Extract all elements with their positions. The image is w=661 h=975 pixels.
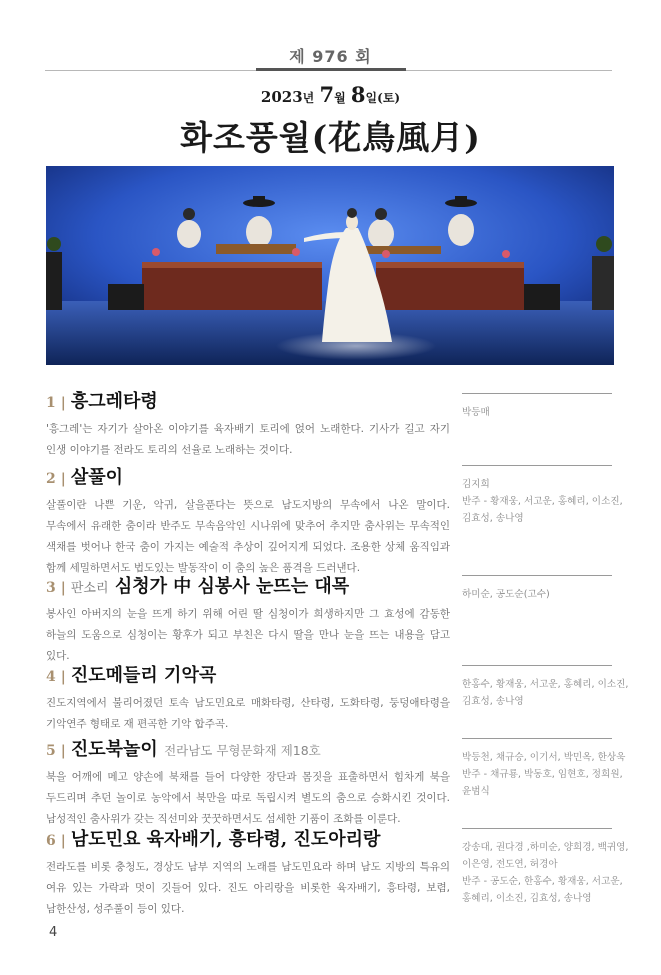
program-item-number: 5 (46, 743, 56, 759)
performer-line: 박등매 (462, 407, 490, 418)
program-item-1 (46, 387, 450, 461)
divider: | (60, 743, 66, 759)
program-item-title: 흥그레타령 (70, 391, 158, 412)
program-item-description: 봉사인 아버지의 눈을 뜨게 하기 위해 어린 딸 심청이가 희생하지만 그 효성에 감동한 하늘의 도움으로 심청이는 황후가 되고 부친은 다시 딸을 만나 눈을 뜨는 내용을 담고 있다. (46, 608, 450, 662)
performer-line: 한홍수, 황재웅, 서고운, 홍혜리, 이소진, (462, 679, 629, 690)
performers-1 (462, 393, 612, 421)
program-item-heading (46, 572, 450, 598)
page-number: 4 (49, 925, 58, 940)
divider: | (60, 471, 66, 487)
program-item-title: 진도메들리 기악곡 (70, 665, 217, 686)
program-item-number: 6 (46, 833, 56, 849)
divider: | (60, 833, 66, 849)
performers-3 (462, 575, 612, 603)
program-item-heading (46, 661, 450, 687)
stage-performance-photo (46, 166, 614, 365)
date-month: 7 (319, 82, 335, 107)
program-item-title: 살풀이 (70, 467, 124, 488)
program-item-number: 4 (46, 669, 56, 685)
program-item-2 (46, 463, 450, 579)
performers-2 (462, 465, 623, 527)
performer-line: 김효성, 송나영 (462, 513, 524, 524)
issue-number: 제 976 회 (289, 47, 372, 66)
header-rule-accent (256, 68, 406, 71)
date-month-unit: 월 (334, 91, 346, 105)
program-item-number: 1 (46, 395, 56, 411)
performers-6 (462, 828, 629, 907)
date-day-unit: 일 (365, 91, 378, 105)
divider: | (60, 580, 66, 596)
performers-4 (462, 665, 629, 710)
program-item-description: 진도지역에서 불리어졌던 토속 남도민요로 매화타령, 산타령, 도화타령, 둥덩애타령을 기악연주 형태로 재 편곡한 기악 합주곡. (46, 697, 450, 730)
program-item-designation: 전라남도 무형문화재 제18호 (164, 743, 321, 758)
program-item-title: 진도북놀이 (70, 739, 158, 760)
date-day: 8 (350, 82, 366, 107)
program-item-6 (46, 825, 450, 920)
program-item-title: 남도민요 육자배기, 흥타령, 진도아리랑 (70, 829, 381, 850)
program-item-4 (46, 661, 450, 735)
program-title: 화조풍월(花鳥風月) (180, 118, 481, 157)
performer-line: 이은영, 전도연, 허경아 (462, 859, 558, 870)
performer-line: 반주 - 공도순, 한홍수, 황재웅, 서고운, (462, 876, 623, 887)
program-item-description: 살풀이란 나쁜 기운, 악귀, 살을푼다는 뜻으로 남도지방의 무속에서 나온 말이다. 무속에서 유래한 춤이라 반주도 무속음악인 시나위에 맞추어 추지만 춤사위는 무속적인 색채를 벗어나 한국 춤이 가지는 예술적 추상이 깊어지게 되었다. 조용한 상체 움직임과 함께 세밀하면서도 법도있는 발동작이 이 춤의 높은 품격을 드러낸다. (46, 499, 450, 574)
performer-line: 윤범식 (462, 786, 490, 797)
program-item-title: 심청가 中 심봉사 눈뜨는 대목 (114, 576, 350, 597)
performers-5 (462, 738, 626, 800)
performer-line: 반주 - 황재웅, 서고운, 홍혜리, 이소진, (462, 496, 623, 507)
program-item-description: '흥그레'는 자기가 살아온 이야기를 육자배기 토리에 얹어 노래한다. 기사가 길고 자기 인생 이야기를 전라도 토리의 선율로 노래하는 것이다. (46, 423, 450, 456)
program-item-number: 3 (46, 580, 56, 596)
program-item-number: 2 (46, 471, 56, 487)
date-year-unit: 년 (302, 91, 315, 105)
performer-line: 김지희 (462, 479, 490, 490)
program-item-description: 북을 어깨에 메고 양손에 북채를 들어 다양한 장단과 몸짓을 표출하면서 힘차게 북을 두드리며 추던 놀이로 농악에서 북만을 따로 독립시켜 별도의 춤으로 승화시킨 것이다. 남성적인 춤사위가 갖는 직선미와 꿋꿋하면서도 섬세한 기품이 조화를 이룬다. (46, 771, 450, 825)
program-item-5 (46, 735, 450, 830)
divider: | (60, 395, 66, 411)
date-year: 2023 (260, 88, 303, 106)
divider: | (60, 669, 66, 685)
performer-line: 하미순, 공도순(고수) (462, 589, 550, 600)
program-item-genre: 판소리 (70, 581, 109, 596)
date-weekday: (토) (377, 91, 401, 105)
program-item-3 (46, 572, 450, 667)
program-item-heading (46, 735, 450, 761)
program-item-description: 전라도를 비롯 충청도, 경상도 남부 지역의 노래를 남도민요라 하며 남도 지방의 특유의 여유 있는 가락과 멋이 깃들어 있다. 진도 아리랑을 비롯한 육자배기, 흥타령, 보렴, 남한산성, 성주풀이 등이 있다. (46, 861, 450, 915)
performance-date (0, 82, 661, 107)
performer-line: 반주 - 채규룡, 박동호, 임현호, 정희원, (462, 769, 623, 780)
performer-line: 홍혜리, 이소진, 김효성, 송나영 (462, 893, 592, 904)
program-item-heading (46, 387, 450, 413)
program-item-heading (46, 463, 450, 489)
performer-line: 강송대, 권다경 ,하미순, 양희경, 백귀영, (462, 842, 629, 853)
program-item-heading (46, 825, 450, 851)
performer-line: 김효성, 송나영 (462, 696, 524, 707)
performer-line: 박등천, 채규승, 이기서, 박민옥, 한상욱 (462, 752, 626, 763)
